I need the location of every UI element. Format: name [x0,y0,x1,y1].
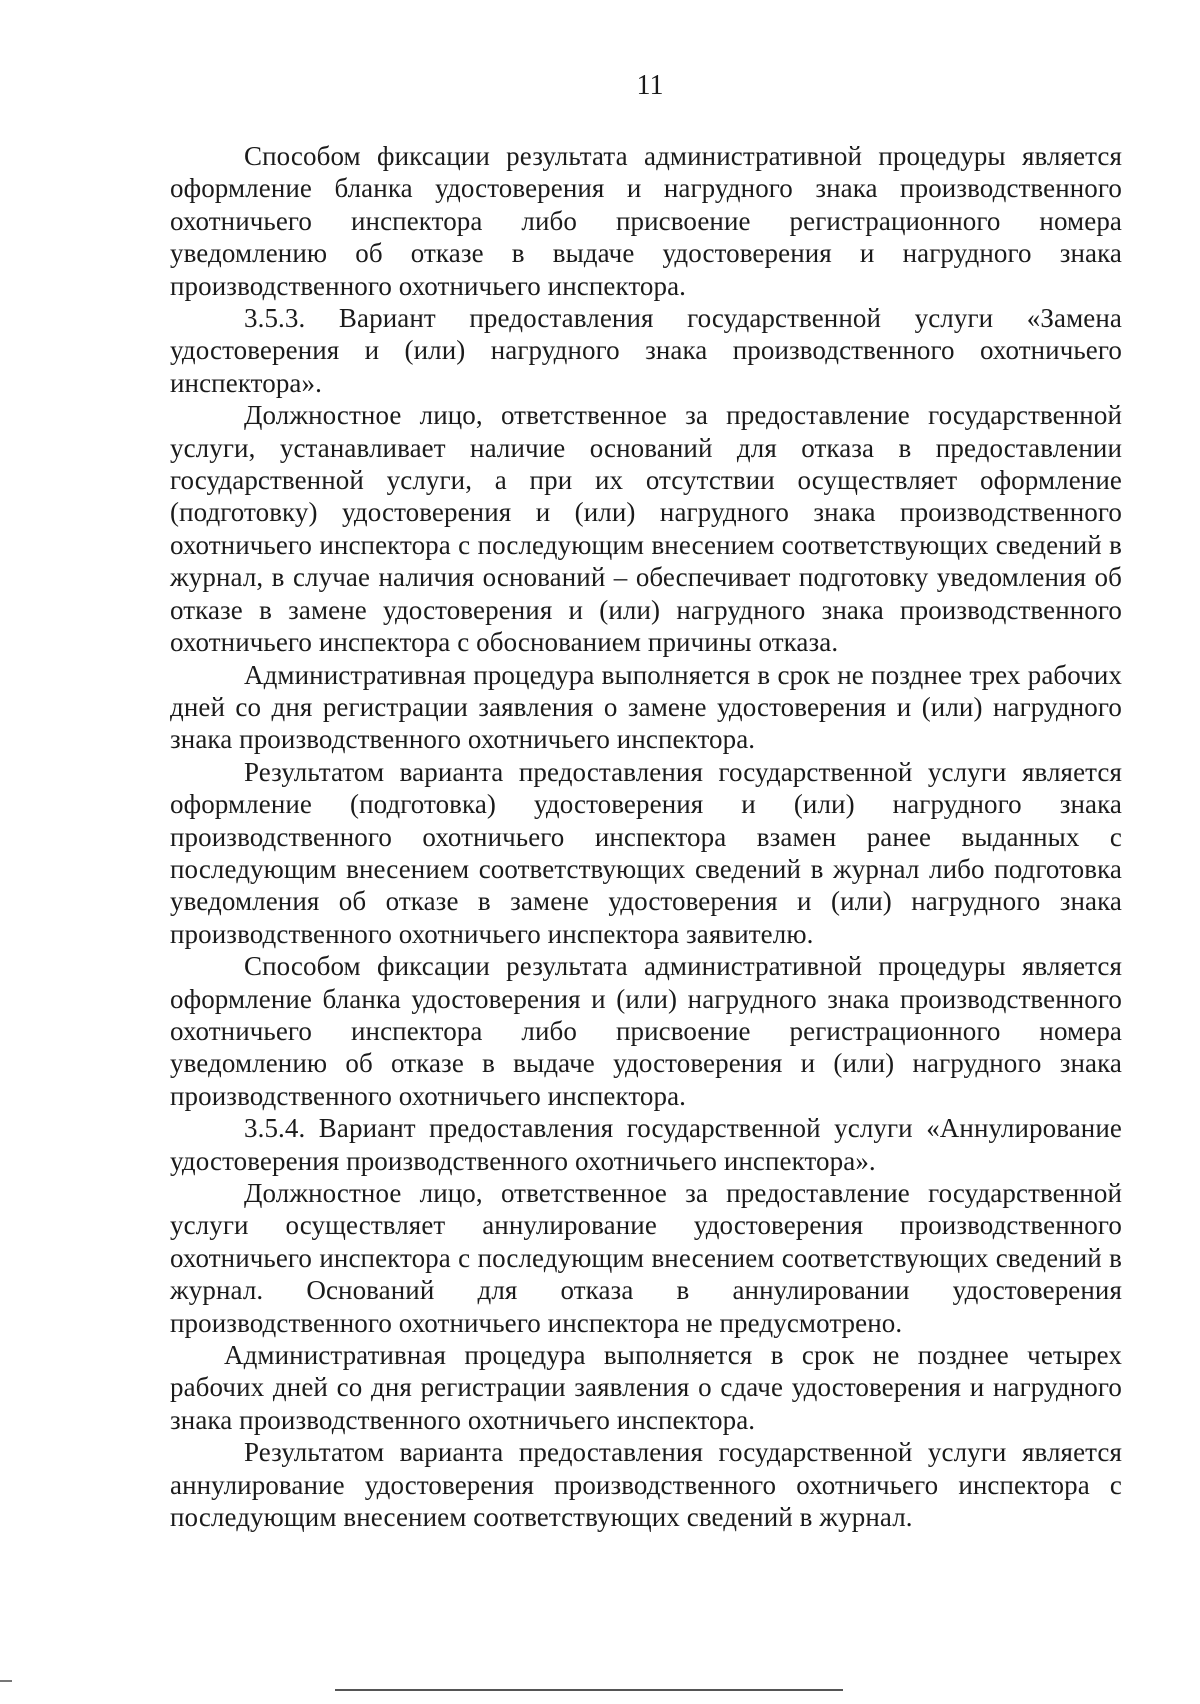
section-heading-3-5-3: 3.5.3. Вариант предоставления государственной услуги «Замена удостоверения и (или) нагрудного знака производственного охотничьего инспектора». [170,303,1122,398]
paragraph-procedure-deadline-annulment: Административная процедура выполняется в срок не позднее четырех рабочих дней со дня регистрации заявления о сдаче удостоверения и нагрудного знака производственного охотничьего инспектора. [170,1340,1122,1435]
document-body [170,140,1122,1533]
paragraph-official-annulment: Должностное лицо, ответственное за предоставление государственной услуги осуществляет аннулирование удостоверения производственного охотничьего инспектора с последующим внесением соответствующих сведений в журнал. Оснований для отказа в аннулировании удостоверения производственного охотничьего инспектора не предусмотрено. [170,1178,1122,1338]
paragraph-procedure-deadline-replacement: Административная процедура выполняется в срок не позднее трех рабочих дней со дня регистрации заявления о замене удостоверения и (или) нагрудного знака производственного охотничьего инспектора. [170,659,1122,755]
paragraph-result-annulment: Результатом варианта предоставления государственной услуги является аннулирование удостоверения производственного охотничьего инспектора с последующим внесением соответствующих сведений в журнал. [170,1437,1122,1533]
paragraph-fixation-method-replacement: Способом фиксации результата административной процедуры является оформление бланка удостоверения и (или) нагрудного знака производственного охотничьего инспектора либо присвоение регистрационного номера уведомлению об отказе в выдаче удостоверения и (или) нагрудного знака производственного охотничьего инспектора. [170,951,1122,1111]
paragraph-result-replacement: Результатом варианта предоставления государственной услуги является оформление (подготовка) удостоверения и (или) нагрудного знака производственного охотничьего инспектора взамен ранее выданных с последующим внесением соответствующих сведений в журнал либо подготовка уведомления об отказе в замене удостоверения и (или) нагрудного знака производственного охотничьего инспектора заявителю. [170,756,1122,949]
scan-bottom-line [335,1689,843,1691]
section-heading-3-5-4: 3.5.4. Вариант предоставления государственной услуги «Аннулирование удостоверения производственного охотничьего инспектора». [170,1113,1122,1176]
scan-edge-mark [0,1680,12,1682]
page-number: 11 [636,70,664,101]
paragraph-official-replacement: Должностное лицо, ответственное за предоставление государственной услуги, устанавливает наличие оснований для отказа в предоставлении государственной услуги, а при их отсутствии осуществляет оформление (подготовку) удостоверения и (или) нагрудного знака производственного охотничьего инспектора с последующим внесением соответствующих сведений в журнал, в случае наличия оснований – обеспечивает подготовку уведомления об отказе в замене удостоверения и (или) нагрудного знака производственного охотничьего инспектора с обоснованием причины отказа. [170,400,1122,658]
paragraph-fixation-method-issue: Способом фиксации результата административной процедуры является оформление бланка удостоверения и нагрудного знака производственного охотничьего инспектора либо присвоение регистрационного номера уведомлению об отказе в выдаче удостоверения и нагрудного знака производственного охотничьего инспектора. [170,141,1122,301]
